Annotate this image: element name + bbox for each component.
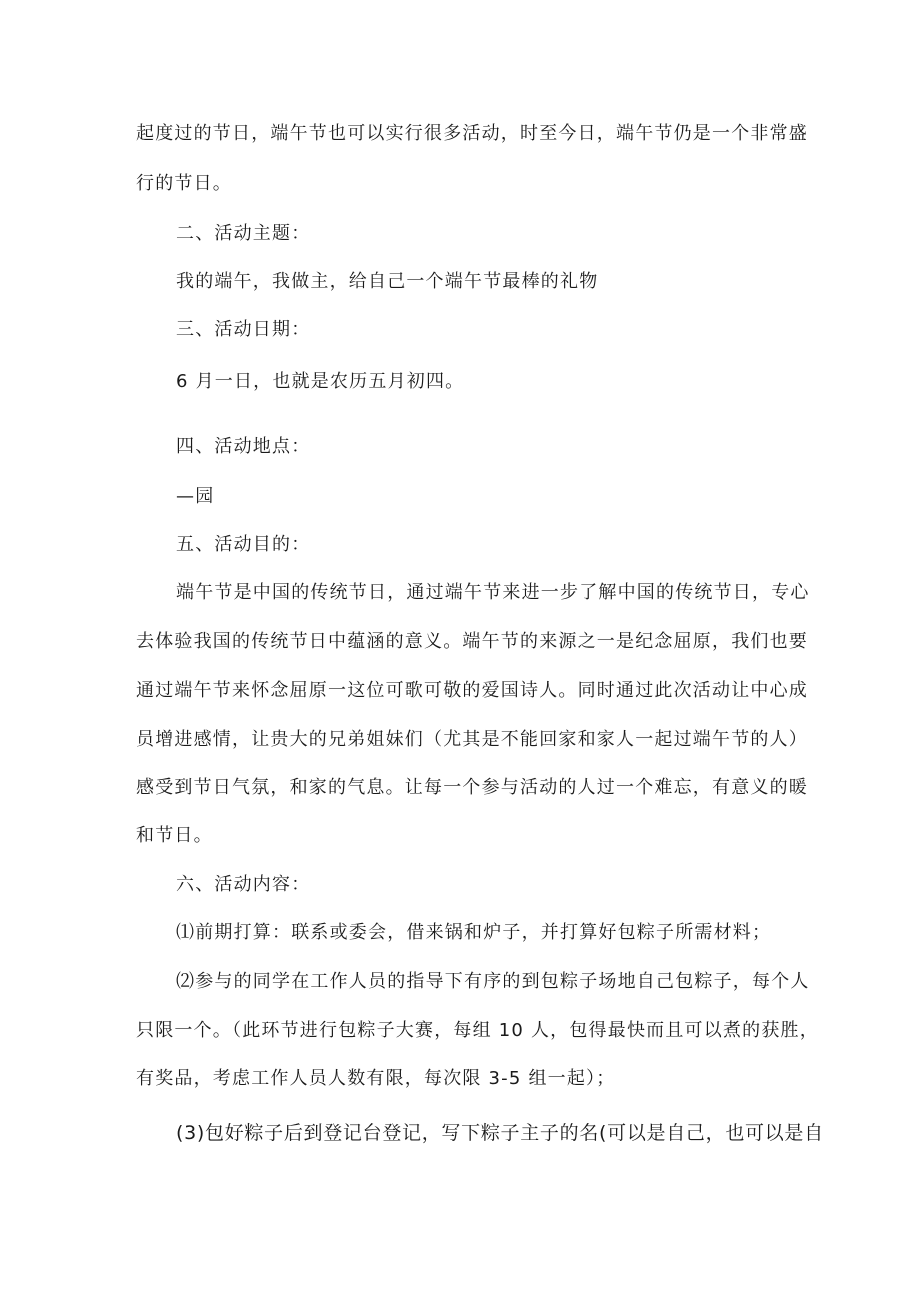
paragraph-line: 去体验我国的传统节日中蕴涵的意义。端午节的来源之一是纪念屈原，我们也要 (136, 631, 808, 652)
paragraph-line: 起度过的节日，端午节也可以实行很多活动，时至今日，端午节仍是一个非常盛 (136, 123, 808, 144)
list-item: ⑴前期打算：联系或委会，借来锅和炉子，并打算好包粽子所需材料； (176, 922, 772, 943)
paragraph-line: 有奖品，考虑工作人员人数有限，每次限 3-5 组一起）； (136, 1068, 616, 1089)
list-item: ⑵参与的同学在工作人员的指导下有序的到包粽子场地自己包粽子，每个人 (176, 971, 810, 992)
section-heading-date: 三、活动日期： (176, 319, 311, 340)
paragraph-line: 和节日。 (136, 825, 213, 846)
paragraph-line: —园 (176, 486, 215, 507)
section-heading-location: 四、活动地点： (176, 436, 311, 457)
paragraph-line: 员增进感情，让贵大的兄弟姐妹们（尤其是不能回家和家人一起过端午节的人） (136, 729, 808, 750)
section-heading-purpose: 五、活动目的： (176, 534, 311, 555)
paragraph-line: 我的端午，我做主，给自己一个端午节最棒的礼物 (176, 271, 599, 292)
paragraph-line: 端午节是中国的传统节日，通过端午节来进一步了解中国的传统节日，专心 (176, 582, 810, 603)
section-heading-theme: 二、活动主题： (176, 223, 311, 244)
list-item: (3)包好粽子后到登记台登记，写下粽子主子的名(可以是自己，也可以是自 (176, 1122, 824, 1144)
paragraph-line: 行的节日。 (136, 173, 232, 194)
paragraph-line: 通过端午节来怀念屈原一这位可歌可敬的爱国诗人。同时通过此次活动让中心成 (136, 680, 808, 701)
section-heading-content: 六、活动内容： (176, 874, 311, 895)
paragraph-line: 6 月一日，也就是农历五月初四。 (176, 371, 465, 392)
paragraph-line: 只限一个。（此环节进行包粽子大赛，每组 10 人，包得最快而且可以煮的获胜， (136, 1020, 819, 1041)
paragraph-line: 感受到节日气氛，和家的气息。让每一个参与活动的人过一个难忘，有意义的暖 (136, 777, 808, 798)
